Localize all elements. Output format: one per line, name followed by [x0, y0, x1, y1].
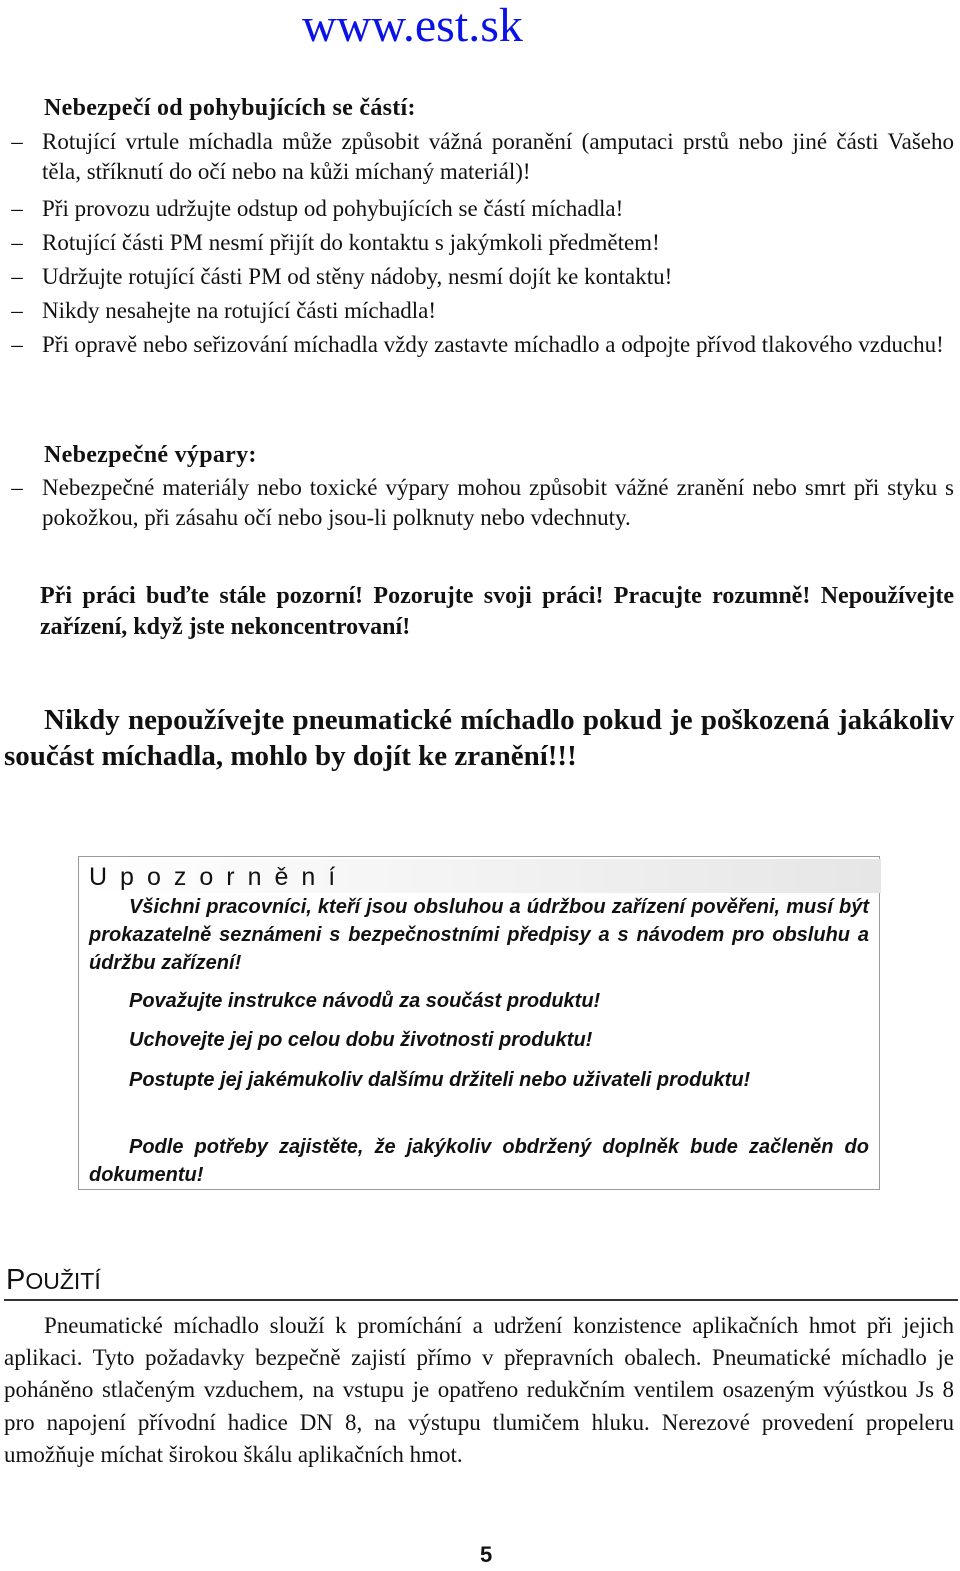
- list-item-text: Nikdy nesahejte na rotující části míchadla!: [42, 298, 437, 323]
- dash-bullet: –: [11, 298, 23, 323]
- list-item-text: Udržujte rotující části PM od stěny nádoby, nesmí dojít ke kontaktu!: [42, 264, 673, 289]
- list-item-text: Nebezpečné materiály nebo toxické výpary mohou způsobit vážné zranění nebo smrt při styku s pokožkou, při zásahu očí nebo jsou-li polknuty nebo vdechnuty.: [42, 475, 954, 530]
- list-item-text: Při provozu udržujte odstup od pohybujících se částí míchadla!: [42, 196, 624, 221]
- list-item-text: Rotující části PM nesmí přijít do kontaktu s jakýmkoli předmětem!: [42, 230, 660, 255]
- dash-bullet: –: [11, 332, 23, 357]
- notice-box: [78, 856, 880, 1190]
- usage-title-rest: OUŽITÍ: [25, 1268, 101, 1294]
- fumes-heading: Nebezpečné výpary:: [44, 442, 257, 468]
- notice-title-bar: [79, 859, 881, 893]
- notice-paragraph: Postupte jej jakémukoliv dalšímu držiteli nebo uživateli produktu!: [129, 1069, 751, 1091]
- notice-paragraph: Uchovejte jej po celou dobu životnosti produktu!: [129, 1029, 593, 1051]
- dash-bullet: –: [11, 475, 23, 500]
- notice-paragraph: Všichni pracovníci, kteří jsou obsluhou a údržbou zařízení pověřeni, musí být prokazatelně seznámeni s bezpečnostními předpisy a s návodem pro obsluhu a údržbu zařízení!: [89, 896, 869, 974]
- usage-title-initial: P: [6, 1264, 26, 1296]
- dash-bullet: –: [11, 196, 23, 221]
- dash-bullet: –: [11, 264, 23, 289]
- notice-paragraph: Podle potřeby zajistěte, že jakýkoliv obdržený doplněk bude začleněn do dokumentu!: [89, 1136, 869, 1186]
- section-divider: [4, 1299, 958, 1301]
- notice-paragraph: Považujte instrukce návodů za součást produktu!: [129, 990, 601, 1012]
- usage-paragraph: Pneumatické míchadlo slouží k promíchání a udržení konzistence aplikačních hmot při jejich aplikaci. Tyto požadavky bezpečně zajistí přímo v přepravních obalech. Pneumatické míchadlo je poháněno stlačeným vzduchem, na vstupu je opatřeno redukčním ventilem osazeným výústkou Js 8 pro napojení přívodní hadice DN 8, na výstupu tlumičem hluku. Nerezové provedení propeleru umožňuje míchat širokou škálu aplikačních hmot.: [4, 1313, 954, 1467]
- site-url-header: www.est.sk: [302, 0, 523, 52]
- page-number: 5: [480, 1542, 493, 1567]
- list-item-text: Rotující vrtule míchadla může způsobit vážná poranění (amputaci prstů nebo jiné části Vašeho těla, stříknutí do očí nebo na kůži míchaný materiál)!: [42, 129, 954, 184]
- moving-parts-heading: Nebezpečí od pohybujících se částí:: [44, 95, 416, 121]
- list-item-text: Při opravě nebo seřizování míchadla vždy zastavte míchadlo a odpojte přívod tlakového vzduchu!: [42, 332, 944, 357]
- damage-warning: Nikdy nepoužívejte pneumatické míchadlo pokud je poškozená jakákoliv součást míchadla, mohlo by dojít ke zranění!!!: [4, 704, 954, 772]
- dash-bullet: –: [11, 129, 23, 154]
- attention-notice: Při práci buďte stále pozorní! Pozorujte svoji práci! Pracujte rozumně! Nepoužívejte zařízení, když jste nekoncentrovaní!: [40, 583, 954, 640]
- dash-bullet: –: [11, 230, 23, 255]
- notice-title: Upozornění: [89, 863, 349, 891]
- usage-section-title: [6, 1262, 101, 1299]
